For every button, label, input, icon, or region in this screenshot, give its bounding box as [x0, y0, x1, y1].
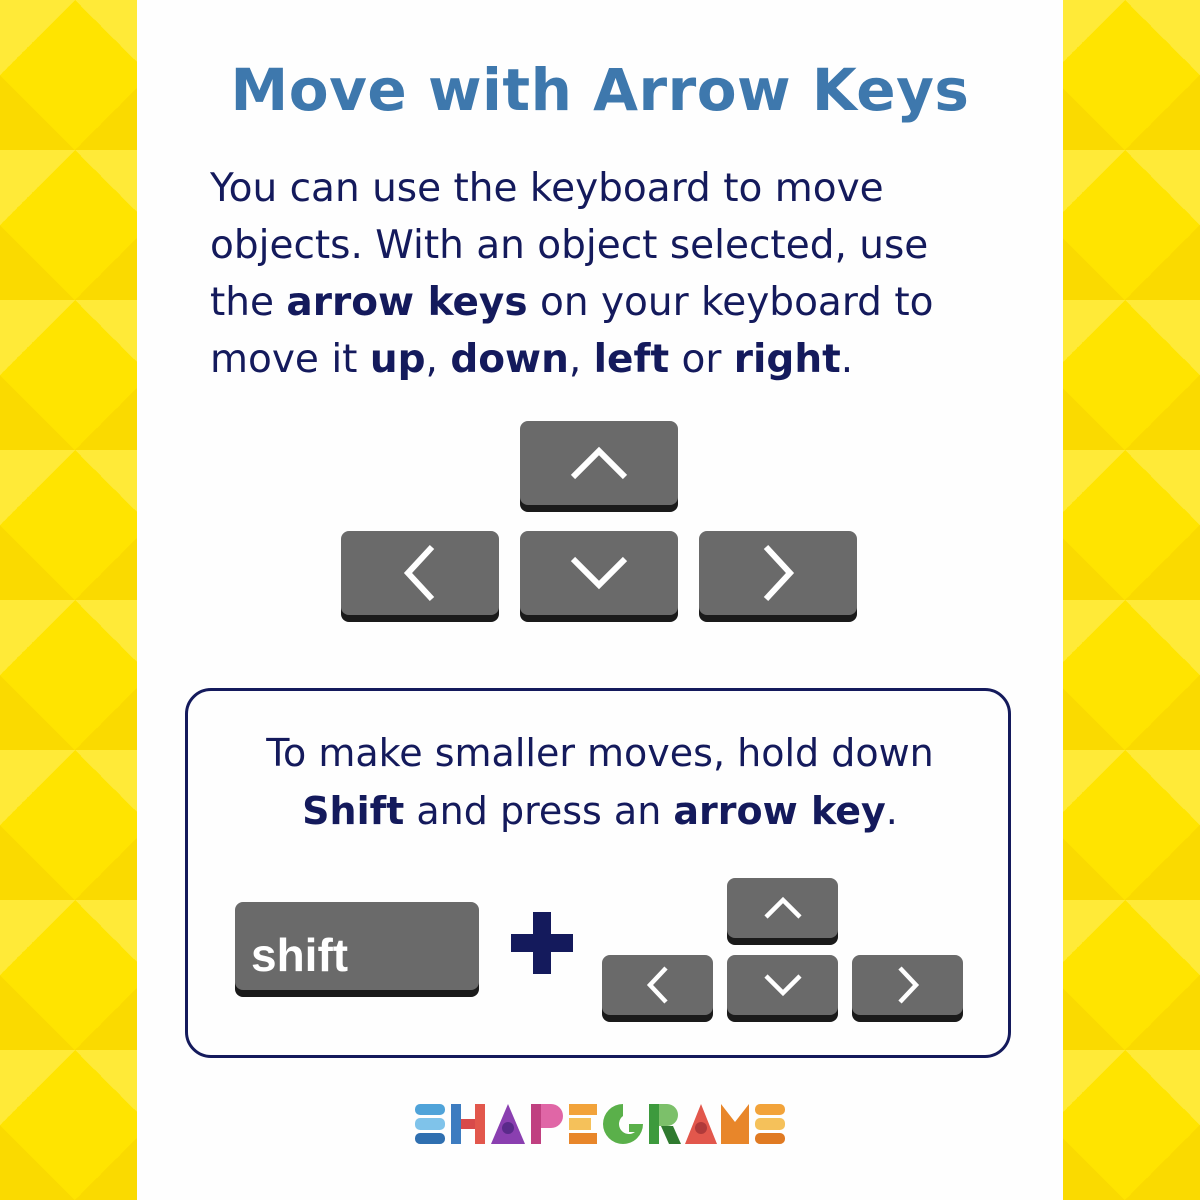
hint-bold-arrow-key: arrow key — [673, 789, 886, 833]
arrow-right-icon — [760, 543, 796, 603]
intro-text-part: or — [669, 337, 734, 382]
arrow-up-icon — [569, 445, 629, 481]
shift-key — [235, 902, 479, 990]
intro-bold-left: left — [593, 337, 670, 382]
instruction-card — [137, 0, 1063, 1200]
right-arrow-key — [699, 531, 857, 615]
intro-text-part: , — [425, 337, 451, 382]
arrow-left-icon — [402, 543, 438, 603]
small-left-arrow-key — [602, 955, 713, 1015]
arrow-right-icon — [896, 965, 920, 1005]
shapegrams-logo — [415, 1104, 785, 1144]
arrow-up-icon — [763, 896, 803, 920]
arrow-down-icon — [763, 973, 803, 997]
up-arrow-key — [520, 421, 678, 505]
arrow-down-icon — [569, 555, 629, 591]
intro-bold-right: right — [733, 337, 841, 382]
intro-bold-up: up — [369, 337, 426, 382]
hint-text-part: and press an — [404, 789, 674, 833]
small-right-arrow-key — [852, 955, 963, 1015]
intro-text-part: on your keyboard to move it — [210, 280, 934, 382]
small-down-arrow-key — [727, 955, 838, 1015]
intro-bold-arrow-keys: arrow keys — [286, 280, 528, 325]
shift-hint-text — [137, 724, 1063, 840]
intro-text-part: You can use the keyboard to move objects. With an object selected, use the — [210, 166, 929, 325]
small-up-arrow-key — [727, 878, 838, 938]
intro-bold-down: down — [450, 337, 569, 382]
hint-bold-shift: Shift — [302, 789, 405, 833]
hint-text-part: . — [885, 789, 898, 833]
down-arrow-key — [520, 531, 678, 615]
intro-text-part: , — [568, 337, 594, 382]
hint-text-part: To make smaller moves, hold down — [266, 731, 934, 775]
plus-icon — [511, 912, 573, 974]
page-title: Move with Arrow Keys — [230, 56, 970, 124]
arrow-left-icon — [646, 965, 670, 1005]
left-arrow-key — [341, 531, 499, 615]
intro-text-part: . — [840, 337, 854, 382]
intro-text — [210, 160, 1000, 388]
shift-key-label: shift — [251, 929, 349, 981]
